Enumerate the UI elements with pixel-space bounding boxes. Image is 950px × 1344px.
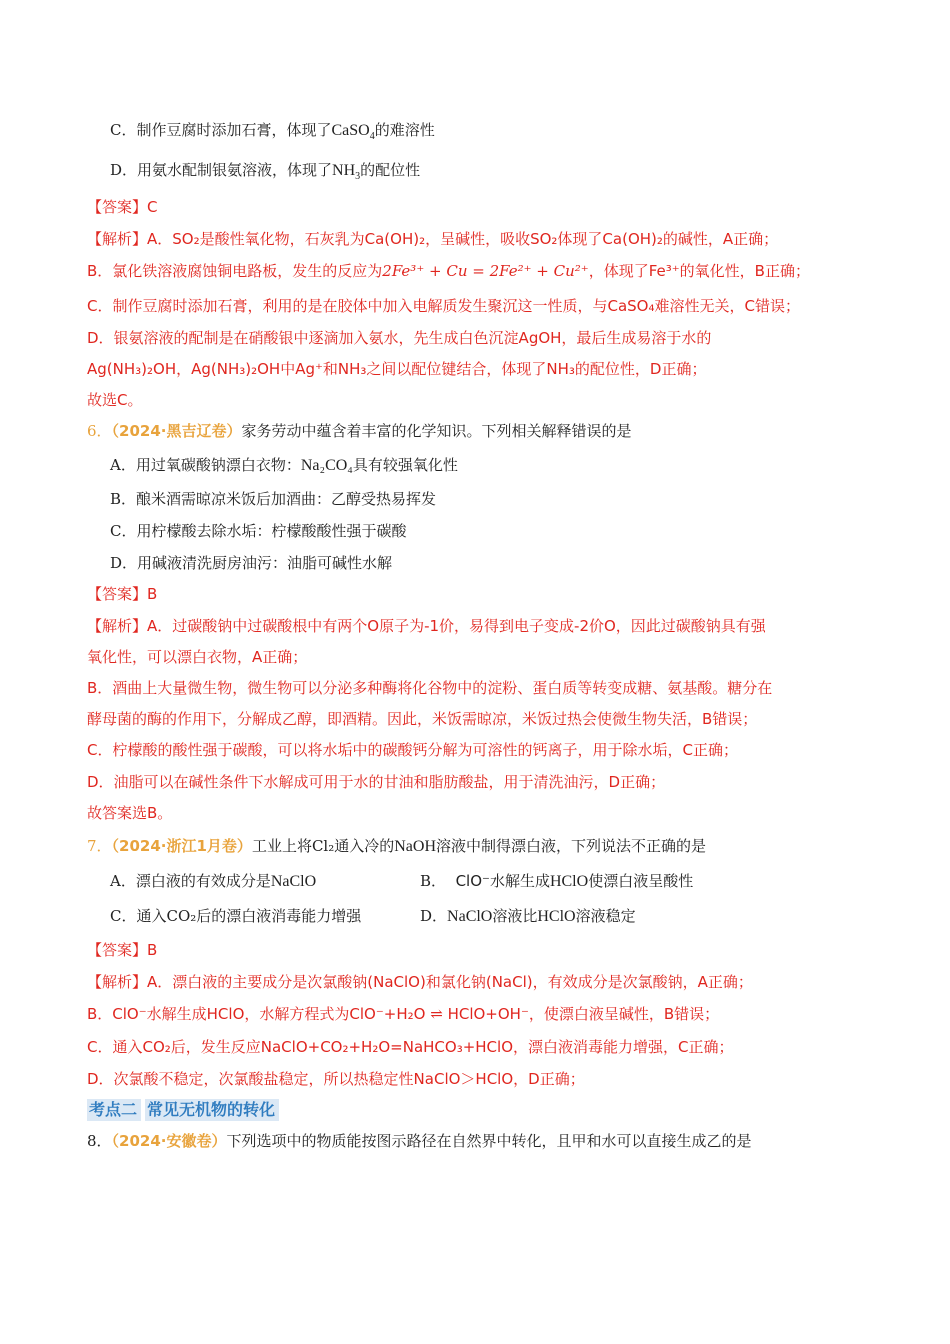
q6-explanation-d: D．油脂可以在碱性条件下水解成可用于水的甘油和脂肪酸盐，用于清洗油污，D正确； bbox=[87, 773, 666, 791]
q7-options-ab bbox=[110, 871, 890, 892]
q6-explanation-c: C．柠檬酸的酸性强于碳酸，可以将水垢中的碳酸钙分解为可溶性的钙离子，用于除水垢，C正确； bbox=[87, 741, 738, 759]
equilibrium-arrow: ⇌ bbox=[430, 1005, 443, 1023]
q7-option-c: C．通入CO₂后的漂白液消毒能力增强 bbox=[110, 907, 362, 925]
q7-options-cd bbox=[110, 906, 890, 926]
q5-option-c: C．制作豆腐时添加石膏，体现了CaSO$_4$的难溶性 bbox=[110, 121, 435, 143]
q7-explanation-b: B．ClO⁻水解生成HClO，水解方程式为ClO⁻+H₂O ⇌ HClO+OH⁻，使漂白液呈碱性，B错误； bbox=[87, 1005, 720, 1023]
q7-option-d: D．NaClO溶液比HClO溶液稳定 bbox=[420, 907, 636, 925]
q6-explanation-a-1: 【解析】A．过碳酸钠中过碳酸根中有两个O原子为-1价，易得到电子变成-2价O，因此过碳酸钠具有强 bbox=[87, 617, 766, 635]
q6-conclusion: 故答案选B。 bbox=[87, 804, 173, 822]
q7-explanation-d: D．次氯酸不稳定，次氯酸盐稳定，所以热稳定性NaClO＞HClO，D正确； bbox=[87, 1070, 585, 1088]
q7-explanation-a: 【解析】A．漂白液的主要成分是次氯酸钠(NaClO)和氯化钠(NaCl)，有效成分是次氯酸钠，A正确； bbox=[87, 973, 753, 991]
q5-explanation-c: C．制作豆腐时添加石膏，利用的是在胶体中加入电解质发生聚沉这一性质，与CaSO₄难溶性无关，C错误； bbox=[87, 297, 800, 315]
q6-option-a: A．用过氧碳酸钠漂白衣物：Na₂CO₄具有较强氧化性 bbox=[110, 456, 458, 474]
q6-answer: 【答案】B bbox=[87, 585, 158, 603]
q7-stem: 7．（2024·浙江1月卷）工业上将Cl₂通入冷的NaOH溶液中制得漂白液，下列说法不正确的是 bbox=[87, 837, 707, 855]
q6-option-b: B．酿米酒需晾凉米饭后加酒曲：乙醇受热易挥发 bbox=[110, 490, 437, 508]
redox-equation: 2Fe³⁺ + Cu = 2Fe²⁺ + Cu²⁺ bbox=[382, 262, 589, 280]
q7-answer: 【答案】B bbox=[87, 941, 158, 959]
q6-option-d: D．用碱液清洗厨房油污：油脂可碱性水解 bbox=[110, 554, 393, 572]
q7-option-b: B． ClO⁻水解生成HClO使漂白液呈酸性 bbox=[420, 872, 694, 890]
q6-explanation-b-2: 酵母菌的酶的作用下，分解成乙醇，即酒精。因此，米饭需晾凉，米饭过热会使微生物失活，B错误； bbox=[87, 710, 758, 728]
q5-explanation-d-2: Ag(NH₃)₂OH，Ag(NH₃)₂OH中Ag⁺和NH₃之间以配位键结合，体现了NH₃的配位性，D正确； bbox=[87, 360, 707, 378]
section-label: 考点二 bbox=[87, 1099, 141, 1121]
q5-answer: 【答案】C bbox=[87, 198, 158, 216]
q5-explanation-b: B．氯化铁溶液腐蚀铜电路板，发生的反应为2Fe³⁺ + Cu = 2Fe²⁺ + Cu²⁺，体现了Fe³⁺的氧化性，B正确； bbox=[87, 262, 810, 280]
q5-explanation-a: 【解析】A．SO₂是酸性氧化物，石灰乳为Ca(OH)₂，呈碱性，吸收SO₂体现了Ca(OH)₂的碱性，A正确； bbox=[87, 230, 779, 248]
q6-option-c: C．用柠檬酸去除水垢：柠檬酸酸性强于碳酸 bbox=[110, 522, 407, 540]
q5-option-d: D．用氨水配制银氨溶液，体现了$NH_3$的配位性 bbox=[110, 161, 421, 183]
section-heading bbox=[87, 1099, 279, 1121]
q7-option-a: A．漂白液的有效成分是NaClO bbox=[110, 872, 317, 890]
section-title: 常见无机物的转化 bbox=[145, 1099, 279, 1121]
nh3-formula: $NH_3$ bbox=[332, 162, 361, 183]
caso4-formula: CaSO$_4$ bbox=[331, 122, 375, 143]
q6-explanation-a-2: 氧化性，可以漂白衣物，A正确； bbox=[87, 648, 308, 666]
q8-stem: 8．（2024·安徽卷）下列选项中的物质能按图示路径在自然界中转化，且甲和水可以直接生成乙的是 bbox=[87, 1132, 752, 1150]
q6-stem: 6．（2024·黑吉辽卷）家务劳动中蕴含着丰富的化学知识。下列相关解释错误的是 bbox=[87, 422, 632, 440]
q5-explanation-d-1: D．银氨溶液的配制是在硝酸银中逐滴加入氨水，先生成白色沉淀AgOH，最后生成易溶于水的 bbox=[87, 329, 712, 347]
q6-explanation-b-1: B．酒曲上大量微生物，微生物可以分泌多种酶将化谷物中的淀粉、蛋白质等转变成糖、氨基酸。糖分在 bbox=[87, 679, 773, 697]
q5-conclusion: 故选C。 bbox=[87, 391, 143, 409]
q7-explanation-c: C．通入CO₂后，发生反应NaClO+CO₂+H₂O=NaHCO₃+HClO，漂白液消毒能力增强，C正确； bbox=[87, 1038, 734, 1056]
